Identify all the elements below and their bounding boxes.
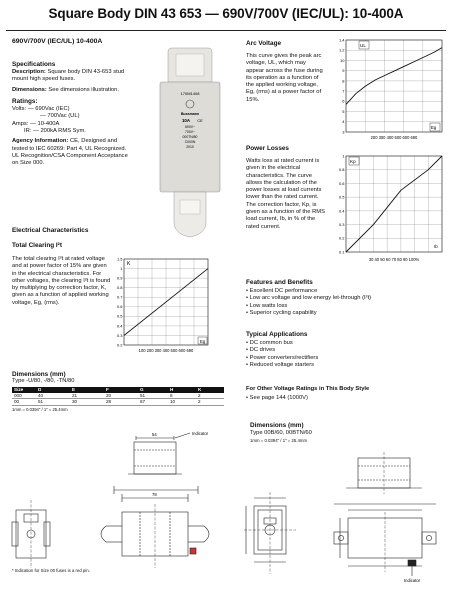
chart1-xlabel: Eg [200,339,206,344]
dims-cell: 21 [72,392,78,398]
dims-left-note: 1mm = 0.0394" / 1" = 25.4mm [12,407,68,412]
arc-voltage-series-line [346,48,442,105]
chart3-ylabel: Kp [350,159,356,164]
dims-left-type: Type -U/80, -/80, -TN/80 [12,378,75,384]
list-item: • DC common bus [246,340,293,346]
dims-col-g: G [140,387,144,393]
dims-col-k: K [198,387,202,393]
dims-cell: 67 [140,399,146,405]
dims-cell: 00 [14,399,20,405]
list-item: • Excellent DC performance [246,288,318,294]
ir-label: IR: [24,127,32,134]
fuse-label-year: 2010 [186,145,194,149]
y-tick-label: 0.8 [338,167,345,173]
list-item: • Power converters/rectifiers [246,354,319,361]
y-tick-label: 0.3 [338,221,345,227]
y-tick-label: 0.5 [116,313,123,319]
dims-right-note: 1mm = 0.0394" / 1" = 25.4mm [250,438,308,443]
dims-cell: 2 [198,392,201,398]
specs-heading: Specifications [12,61,56,68]
chart3-x-ticks: 30 40 50 60 70 80 90 100% [368,257,420,262]
dims-cell: 000 [14,392,22,398]
ce-mark-icon: CE [197,118,203,123]
applications-heading: Typical Applications [246,331,308,338]
other-voltage-link[interactable]: • See page 144 (1000V) [246,395,308,401]
title-rule [6,30,446,31]
power-losses-text: Watts loss at rated current is given in the electrical characteristics. The curve allows the calculation of the power losses at load currents lower than the rated current. The correction factor, Kp, is given as a function of the RMS load current, Ib, in % of the rated current. [246,158,325,230]
dims-left-drawing [10,428,230,578]
electrical-heading: Electrical Characteristics [12,227,89,234]
dims-left-heading: Dimensions (mm) [12,371,66,378]
y-tick-label: 0.5 [338,194,345,200]
chart3-xlabel: Ib [434,244,438,249]
dims-col-h: H [170,387,174,393]
dims-cell: 28 [106,399,112,405]
dims-table [12,387,224,406]
dims-right-type: Type 00B/60, 00BTN/60 [250,430,312,436]
dims-col-size: Size [14,387,24,393]
y-tick-label: 7 [342,88,345,94]
y-tick-label: 0.4 [338,208,345,214]
y-tick-label: 0.6 [116,304,123,310]
clearing-heading: Total Clearing I²t [12,242,62,249]
y-tick-label: 0.4 [116,323,123,329]
list-item: • Low arc voltage and low energy let-through (I²t) [246,295,372,302]
dims-cell: 51 [38,399,44,405]
chart1-x-ticks: 100 200 300 400 500 600 690 [138,348,194,353]
list-item: • Superior cycling capability [246,310,317,317]
y-tick-label: 0.9 [116,275,123,281]
indicator-label-left: Indicator [192,431,209,436]
dim-54-label: 54 [152,432,157,437]
y-tick-label: 0.2 [338,235,345,241]
list-item: • DC drives [246,347,276,354]
volts-label: Volts: [12,106,27,113]
page-title: Square Body DIN 43 653 — 690V/700V (IEC/UL): 10-400A [48,6,404,21]
features-list [246,288,436,318]
table-row [12,399,224,406]
y-tick-label: 4 [342,119,345,125]
y-tick-label: 0.7 [116,294,123,300]
fuse-label-brand: Bussmann [180,112,200,116]
y-tick-label: 0.2 [116,342,123,348]
amps-text: — 10-400A [30,120,60,127]
dims-cell: 30 [72,399,78,405]
y-tick-label: 1.4 [338,37,345,43]
power-losses-heading: Power Losses [246,145,289,152]
dim-78-label: 78 [152,492,157,497]
list-item: • Reduced voltage starters [246,362,315,369]
dims-right-heading: Dimensions (mm) [250,422,304,429]
y-tick-label: 3 [342,129,345,135]
y-tick-label: 1 [342,153,345,159]
clearing-text: The total clearing I²t at rated voltage and at power factor of 15% are given in the electrical characteristics. For other voltages, the clearing I²t is found by multiplying by correction factor, K, given as a function of applied working voltage, Eg, (rms). [12,256,111,306]
description-label: Description: [12,69,46,76]
y-tick-label: 10 [340,57,345,63]
other-voltage-heading: For Other Voltage Ratings in This Body Style [246,386,370,392]
section-subtitle: 690V/700V (IEC/UL) 10-400A [12,38,103,45]
y-tick-label: 9 [342,68,345,74]
dims-right-drawing [240,448,446,586]
dims-cell: 51 [140,392,146,398]
kp-factor-series-line [346,156,442,252]
y-tick-label: 5 [342,108,345,114]
dimensions-text: See dimensions illustration. [48,86,119,93]
specifications-block [12,61,128,167]
dims-footnote: * Indication for Size 00 fuses is a red pin. [12,568,90,573]
features-heading: Features and Benefits [246,279,313,286]
chart1-ylabel: K [127,261,131,267]
fuse-label-part: 170M1408 [180,91,200,96]
fuse-label-size: C000N [184,140,196,144]
dims-col-f: F [106,387,109,393]
y-tick-label: 1.2 [338,47,345,53]
y-tick-label: 6 [342,98,345,104]
volts-ul: — 700Vac (UL) [40,113,80,120]
fuse-product-image [150,42,230,247]
y-tick-label: 0.3 [116,332,123,338]
y-tick-label: 8 [342,78,345,84]
y-tick-label: 0.8 [116,285,123,291]
dims-cell: 8 [170,392,173,398]
agency-label: Agency Information: [12,138,69,145]
power-loss-chart [330,152,448,266]
indicator-label-right: Indicator [404,578,421,583]
arc-voltage-chart [330,36,446,148]
k-factor-chart [112,253,216,357]
fuse-label-700v: 700V~ [185,130,195,134]
dims-cell: 40 [38,392,44,398]
ir-text: — 200kA RMS Sym. [33,127,86,134]
y-tick-label: 0.6 [338,180,345,186]
dims-cell: 2 [198,399,201,405]
dims-col-d: D [38,387,42,393]
applications-list [246,340,436,370]
dims-cell: 20 [106,392,112,398]
amps-label: Amps: [12,120,29,127]
dimensions-label: Dimensions: [12,86,47,93]
agency-text: CE, Designed and tested to IEC 60269: Part 4, UL Recognized. UL Recognition/CSA Component Acceptance on Size 000. [12,138,128,167]
dims-col-e: E [72,387,76,393]
fuse-label-rating: 10A [181,118,191,123]
ratings-heading: Ratings: [12,97,38,105]
volts-iec: — 690Vac (IEC) [27,106,70,113]
list-item: • Low watts loss [246,302,288,309]
chart2-ylabel: UL [360,43,366,48]
y-tick-label: 1.5 [116,256,123,262]
description-text: Square body DIN 43-653 stud mount high speed fuses. [12,69,125,83]
chart2-xlabel: Eg [431,125,437,130]
arc-voltage-text: This curve gives the peak arc voltage, UL, which may appear across the fuse during its operation as a function of the applied working voltage, Eg, (rms) at a power factor of 15%. [246,53,323,103]
fuse-label-690v: 690V~ [185,125,195,129]
chart2-x-ticks: 200 300 400 500 600 690 [370,135,418,140]
y-tick-label: 1 [120,265,123,271]
y-tick-label: 0.1 [338,249,345,255]
arc-voltage-heading: Arc Voltage [246,40,282,47]
dims-cell: 10 [170,399,176,405]
fuse-label-type: 000TN/80 [182,135,198,139]
